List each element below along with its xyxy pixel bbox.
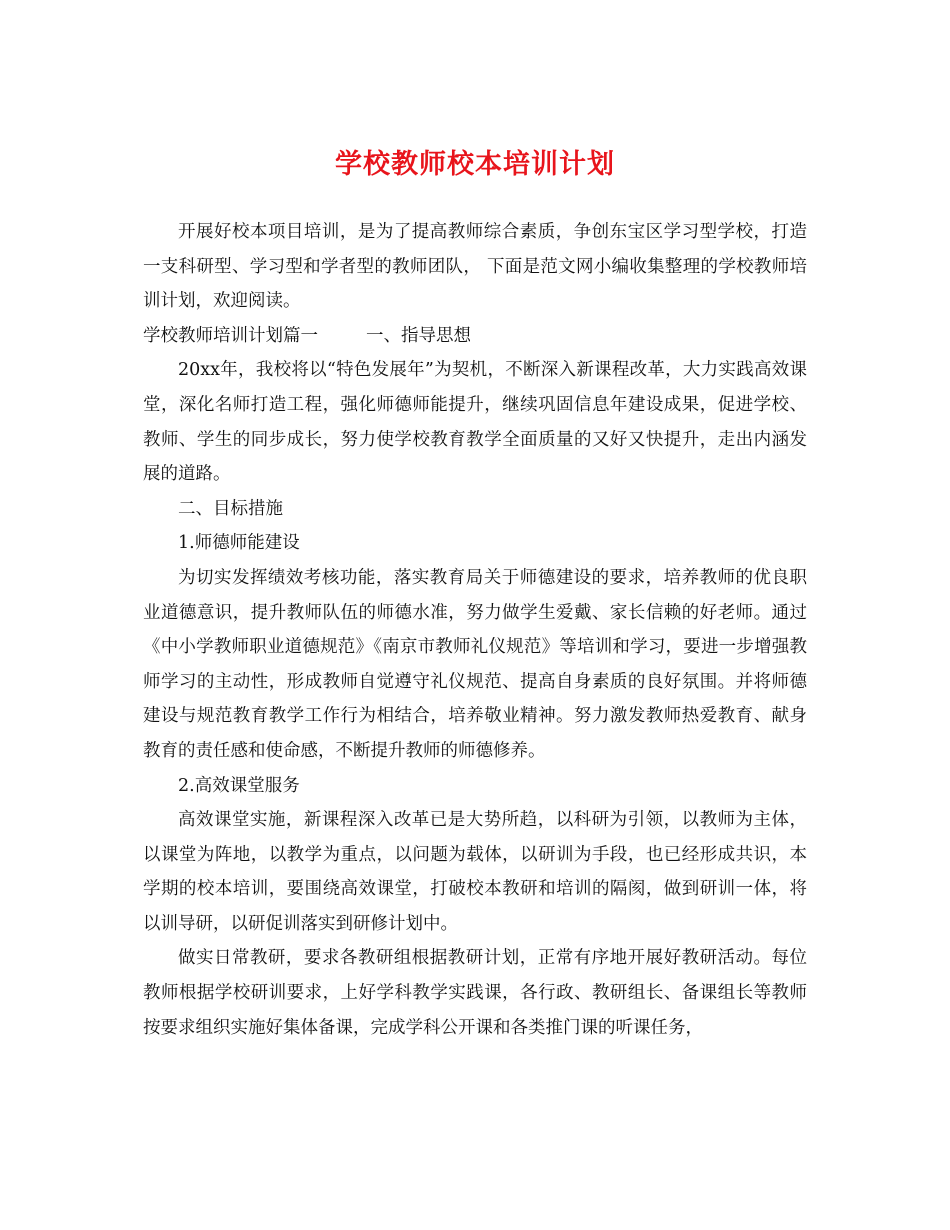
- section-heading-row: [143, 319, 807, 354]
- daily-research-paragraph: 做实日常教研，要求各教研组根据教研计划，正常有序地开展好教研活动。每位教师根据学校研训要求，上好学科教学实践课，各行政、教研组长、备课组长等教师按要求组织实施好集体备课，完成学科公开课和各类推门课的听课任务，: [143, 948, 807, 1038]
- efficient-classroom-paragraph: 高效课堂实施，新课程深入改革已是大势所趋，以科研为引领，以教师为主体，以课堂为阵地，以教学为重点，以问题为载体，以研训为手段，也已经形成共识，本学期的校本培训，要围绕高效课堂，打破校本教研和培训的隔阂，做到研训一体，将以训导研，以研促训落实到研修计划中。: [143, 810, 807, 934]
- guiding-thought-paragraph: 20xx年，我校将以“特色发展年”为契机，不断深入新课程改革，大力实践高效课堂，深化名师打造工程，强化师德师能提升，继续巩固信息年建设成果，促进学校、教师、学生的同步成长，努力使学校教育教学全面质量的又好又快提升，走出内涵发展的道路。: [143, 360, 807, 485]
- document-title: 学校教师校本培训计划: [335, 149, 615, 180]
- heading-goals-measures: 二、目标措施: [178, 498, 283, 519]
- ethics-paragraph: 为切实发挥绩效考核功能，落实教育局关于师德建设的要求，培养教师的优良职业道德意识，提升教师队伍的师德水准，努力做学生爱戴、家长信赖的好老师。通过《中小学教师职业道德规范》《南京市教师礼仪规范》等培训和学习，要进一步增强教师学习的主动性，形成教师自觉遵守礼仪规范、提高自身素质的良好氛围。并将师德建设与规范教育教学工作行为相结合，培养敬业精神。努力激发教师热爱教育、献身教育的责任感和使命感，不断提升教师的师德修养。: [143, 567, 807, 761]
- intro-paragraph: 开展好校本项目培训，是为了提高教师综合素质，争创东宝区学习型学校，打造一支科研型、学习型和学者型的教师团队， 下面是范文网小编收集整理的学校教师培训计划，欢迎阅读。: [143, 222, 807, 312]
- heading-efficient-classroom: 2.高效课堂服务: [178, 775, 300, 796]
- document-body: [143, 215, 807, 1045]
- heading-ethics-building: 1.师德师能建设: [178, 533, 300, 554]
- section-heading-guiding-thought: 一、指导思想: [366, 325, 471, 346]
- section-heading-plan-title: 学校教师培训计划篇一: [143, 325, 318, 346]
